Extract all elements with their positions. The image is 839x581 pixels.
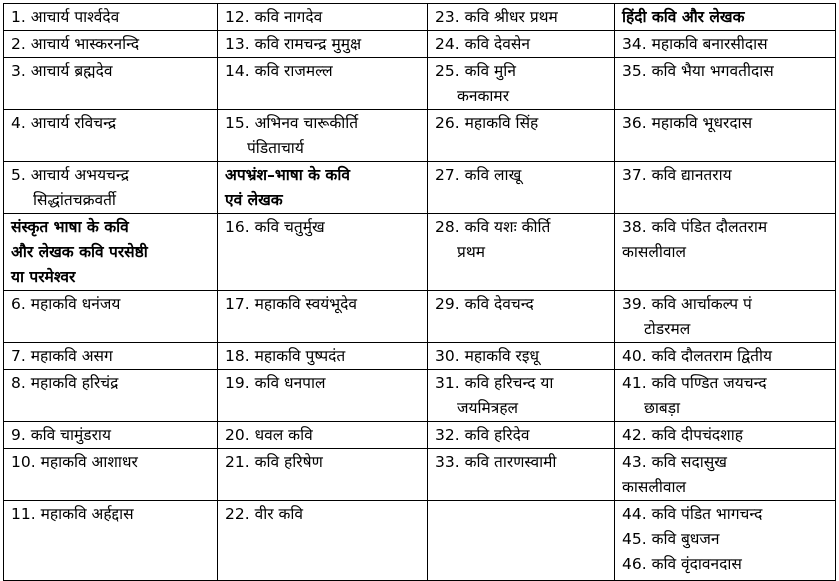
poet-entry: 35. कवि भैया भगवतीदास	[622, 62, 774, 80]
poet-entry: 14. कवि राजमल्ल	[225, 62, 333, 80]
table-row	[4, 449, 836, 501]
poet-entry: कनकामर	[457, 87, 510, 105]
poet-entry-cell	[428, 291, 615, 343]
poet-entry: 27. कवि लाखू	[435, 166, 522, 184]
table-row	[4, 4, 836, 31]
section-heading: संस्कृत भाषा के कवि	[11, 218, 129, 236]
poet-entry: 46. कवि वृंदावनदास	[622, 555, 742, 573]
poet-entry: छाबड़ा	[644, 399, 681, 417]
poet-entry: 29. कवि देवचन्द	[435, 295, 534, 313]
poet-entry: 30. महाकवि रइधू	[435, 347, 540, 365]
poet-entry: 42. कवि दीपचंदशाह	[622, 426, 743, 444]
poet-entry-cell	[4, 291, 218, 343]
poet-entry: 36. महाकवि भूधरदास	[622, 114, 753, 132]
poet-entry: 28. कवि यशः कीर्ति	[435, 218, 551, 236]
poet-entry-cell	[428, 58, 615, 110]
poet-entry: 45. कवि बुधजन	[622, 530, 720, 548]
poet-entry: 40. कवि दौलतराम द्वितीय	[622, 347, 772, 365]
table-row	[4, 291, 836, 343]
poet-entry: प्रथम	[457, 243, 485, 261]
poets-table	[3, 3, 836, 581]
table-row	[4, 501, 836, 581]
poet-entry: टोडरमल	[644, 320, 691, 338]
poet-entry: 24. कवि देवसेन	[435, 35, 530, 53]
poet-entry: 10. महाकवि आशाधर	[11, 453, 138, 471]
poet-entry-cell	[4, 4, 218, 31]
poet-entry: 38. कवि पंडित दौलतराम	[622, 218, 768, 236]
poet-entry: 18. महाकवि पुष्पदंत	[225, 347, 346, 365]
table-row	[4, 31, 836, 58]
poet-entry: 44. कवि पंडित भागचन्द	[622, 505, 763, 523]
section-heading-cell	[4, 214, 218, 291]
poet-entry: 2. आचार्य भास्करनन्दि	[11, 35, 140, 53]
poet-entry-cell	[428, 422, 615, 449]
poet-entry: 15. अभिनव चारूकीर्ति	[225, 114, 359, 132]
poet-entry: 25. कवि मुनि	[435, 62, 516, 80]
poet-entry: 31. कवि हरिचन्द या	[435, 374, 554, 392]
table-row	[4, 422, 836, 449]
poet-entry: 20. धवल कवि	[225, 426, 313, 444]
poet-entry: 43. कवि सदासुख	[622, 453, 727, 471]
poet-entry-cell	[615, 110, 836, 162]
poet-entry-cell	[218, 501, 428, 581]
poet-entry-cell	[615, 162, 836, 214]
poet-entry: 12. कवि नागदेव	[225, 8, 323, 26]
poet-entry-cell	[4, 343, 218, 370]
poet-entry-cell	[218, 214, 428, 291]
poet-entry: 26. महाकवि सिंह	[435, 114, 539, 132]
section-heading-cell	[615, 4, 836, 31]
poet-entry: सिद्धांतचक्रवर्ती	[33, 191, 116, 209]
poet-entry: 7. महाकवि असग	[11, 347, 113, 365]
poet-entry-cell	[615, 343, 836, 370]
poet-entry: 6. महाकवि धनंजय	[11, 295, 121, 313]
poet-entry: 9. कवि चामुंडराय	[11, 426, 111, 444]
poet-entry-cell	[4, 370, 218, 422]
poet-entry: 16. कवि चतुर्मुख	[225, 218, 325, 236]
poet-entry: 1. आचार्य पार्श्वदेव	[11, 8, 120, 26]
section-heading: एवं लेखक	[225, 191, 283, 209]
poet-entry-cell	[428, 214, 615, 291]
poet-entry: कासलीवाल	[622, 478, 687, 496]
poet-entry-cell	[218, 58, 428, 110]
section-heading: और लेखक कवि परसेष्ठी	[11, 243, 148, 261]
poet-entry: 23. कवि श्रीधर प्रथम	[435, 8, 558, 26]
poet-entry: 33. कवि तारणस्वामी	[435, 453, 557, 471]
poet-entry: 39. कवि आर्चाकल्प पं	[622, 295, 752, 313]
table-row	[4, 110, 836, 162]
poet-entry: 5. आचार्य अभयचन्द्र	[11, 166, 129, 184]
poet-entry-cell	[615, 58, 836, 110]
poet-entry-cell	[428, 4, 615, 31]
poet-entry-cell	[615, 449, 836, 501]
poet-entry: 34. महाकवि बनारसीदास	[622, 35, 768, 53]
poet-entry-cell	[218, 343, 428, 370]
poet-entry: जयमित्रहल	[457, 399, 519, 417]
poet-entry-cell	[615, 501, 836, 581]
poet-entry-cell	[218, 370, 428, 422]
poet-entry: 41. कवि पण्डित जयचन्द	[622, 374, 767, 392]
poet-entry-cell	[4, 449, 218, 501]
poet-entry-cell	[615, 214, 836, 291]
poet-entry-cell	[428, 343, 615, 370]
poet-entry: 32. कवि हरिदेव	[435, 426, 530, 444]
poet-entry-cell	[218, 110, 428, 162]
poet-entry-cell	[615, 291, 836, 343]
poet-entry-cell	[4, 58, 218, 110]
poet-entry-cell	[218, 449, 428, 501]
poet-entry-cell	[4, 501, 218, 581]
poet-entry-cell	[4, 422, 218, 449]
poet-entry: 17. महाकवि स्वयंभूदेव	[225, 295, 357, 313]
poet-entry-cell	[428, 449, 615, 501]
poet-entry-cell	[428, 31, 615, 58]
section-heading: अपभ्रंश–भाषा के कवि	[225, 166, 350, 184]
poet-entry-cell	[615, 31, 836, 58]
poet-entry: 19. कवि धनपाल	[225, 374, 326, 392]
table-row	[4, 162, 836, 214]
poet-entry-cell	[4, 31, 218, 58]
poet-entry-cell	[615, 370, 836, 422]
poet-entry: 22. वीर कवि	[225, 505, 304, 523]
poet-entry: 21. कवि हरिषेण	[225, 453, 323, 471]
poet-entry: 3. आचार्य ब्रह्मदेव	[11, 62, 113, 80]
poet-entry-cell	[428, 370, 615, 422]
section-heading: हिंदी कवि और लेखक	[622, 8, 745, 26]
poet-entry: 37. कवि द्यानतराय	[622, 166, 732, 184]
poet-entry-cell	[4, 162, 218, 214]
poet-entry-cell	[218, 31, 428, 58]
poet-entry: 13. कवि रामचन्द्र मुमुक्ष	[225, 35, 362, 53]
poet-entry-cell	[428, 501, 615, 581]
poet-entry-cell	[4, 110, 218, 162]
poet-entry: पंडिताचार्य	[247, 139, 304, 157]
poet-entry-cell	[428, 110, 615, 162]
poet-entry-cell	[428, 162, 615, 214]
section-heading-cell	[218, 162, 428, 214]
poet-entry-cell	[218, 291, 428, 343]
table-row	[4, 58, 836, 110]
poet-entry: 11. महाकवि अर्हद्दास	[11, 505, 134, 523]
table-row	[4, 343, 836, 370]
section-heading: या परमेश्वर	[11, 268, 76, 286]
poet-entry-cell	[615, 422, 836, 449]
poet-entry: 8. महाकवि हरिचंद्र	[11, 374, 119, 392]
poet-entry: कासलीवाल	[622, 243, 687, 261]
table-row	[4, 370, 836, 422]
poet-entry-cell	[218, 4, 428, 31]
poet-entry-cell	[218, 422, 428, 449]
table-row	[4, 214, 836, 291]
poets-table-body	[4, 4, 836, 581]
poet-entry: 4. आचार्य रविचन्द्र	[11, 114, 117, 132]
